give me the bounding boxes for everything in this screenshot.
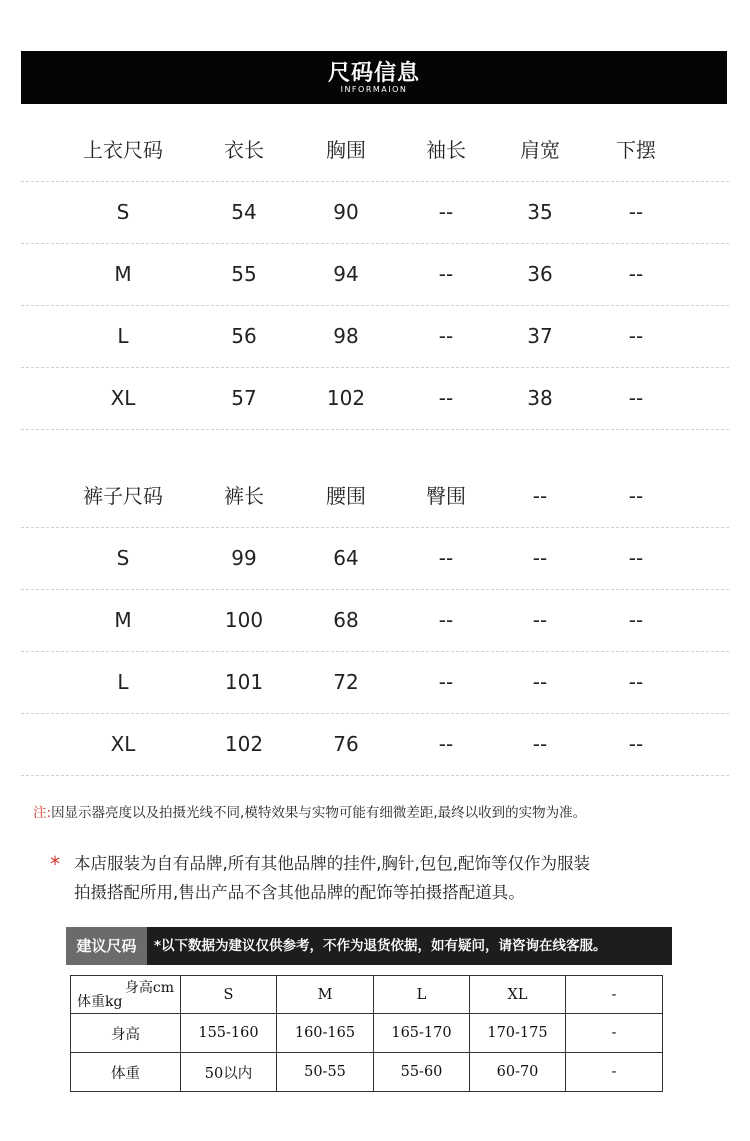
weight-unit-label: 体重kg xyxy=(77,994,123,1010)
table-cell: 102 xyxy=(326,386,366,410)
column-header: 胸围 xyxy=(326,138,366,162)
table-cell: L xyxy=(117,670,129,694)
size-header-cell: - xyxy=(566,976,663,1014)
table-cell: L xyxy=(117,324,129,348)
table-cell: 94 xyxy=(333,262,359,286)
table-cell: 100 xyxy=(224,608,264,632)
column-header: -- xyxy=(532,484,548,508)
note-lead: 注: xyxy=(33,805,52,821)
column-header: 衣长 xyxy=(224,138,264,162)
accessories-notice xyxy=(50,849,590,907)
table-cell: S xyxy=(116,546,130,570)
table-cell: - xyxy=(566,1053,663,1092)
table-cell: S xyxy=(116,200,130,224)
table-cell: -- xyxy=(532,732,548,756)
recommended-size-tab: 建议尺码 xyxy=(66,927,147,965)
table-cell: -- xyxy=(532,546,548,570)
table-cell: -- xyxy=(438,670,454,694)
table-cell: 99 xyxy=(231,546,257,570)
top-size-table xyxy=(21,120,729,430)
table-cell: -- xyxy=(628,546,644,570)
table-cell: - xyxy=(566,1014,663,1053)
table-cell: -- xyxy=(628,386,644,410)
column-header: 裤子尺码 xyxy=(83,484,163,508)
row-label-cell: 体重 xyxy=(71,1053,181,1092)
size-info-banner xyxy=(21,51,727,104)
column-header: 肩宽 xyxy=(520,138,560,162)
table-row xyxy=(71,1014,663,1053)
table-cell: 90 xyxy=(333,200,359,224)
size-header-cell: S xyxy=(181,976,277,1014)
table-cell: XL xyxy=(110,732,136,756)
table-header-row xyxy=(21,466,729,528)
table-row xyxy=(21,528,729,590)
table-cell: -- xyxy=(532,608,548,632)
size-header-cell: M xyxy=(277,976,374,1014)
column-header: -- xyxy=(628,484,644,508)
size-header-cell: L xyxy=(374,976,470,1014)
table-cell: -- xyxy=(438,608,454,632)
recommended-size-disclaimer: *以下数据为建议仅供参考，不作为退货依据，如有疑问，请咨询在线客服。 xyxy=(154,938,607,954)
asterisk-icon: * xyxy=(50,852,60,876)
column-header: 上衣尺码 xyxy=(83,138,163,162)
size-header-cell: XL xyxy=(470,976,566,1014)
table-row xyxy=(71,1053,663,1092)
table-cell: M xyxy=(114,608,132,632)
table-cell: 76 xyxy=(333,732,359,756)
table-cell: -- xyxy=(628,670,644,694)
table-cell: 50-55 xyxy=(277,1053,374,1092)
column-header: 臀围 xyxy=(426,484,466,508)
table-cell: 55-60 xyxy=(374,1053,470,1092)
table-row xyxy=(21,244,729,306)
table-cell: 56 xyxy=(231,324,257,348)
table-cell: 98 xyxy=(333,324,359,348)
table-cell: -- xyxy=(628,608,644,632)
recommended-size-header xyxy=(66,927,672,965)
table-cell: 35 xyxy=(527,200,553,224)
column-header: 下摆 xyxy=(616,138,656,162)
notice-line-2: 拍摄搭配所用,售出产品不含其他品牌的配饰等拍摄搭配道具。 xyxy=(74,883,525,902)
table-cell: 54 xyxy=(231,200,257,224)
table-cell: 165-170 xyxy=(374,1014,470,1053)
note-text: 因显示器亮度以及拍摄光线不同,模特效果与实物可能有细微差距,最终以收到的实物为准。 xyxy=(51,805,587,821)
recommended-size-table xyxy=(70,975,663,1092)
column-header: 腰围 xyxy=(326,484,366,508)
table-cell: -- xyxy=(628,324,644,348)
table-cell: -- xyxy=(628,262,644,286)
table-cell: -- xyxy=(628,732,644,756)
display-disclaimer xyxy=(33,801,586,821)
table-cell: -- xyxy=(438,732,454,756)
table-cell: -- xyxy=(438,324,454,348)
table-row xyxy=(21,590,729,652)
table-cell: 55 xyxy=(231,262,257,286)
table-cell: -- xyxy=(438,262,454,286)
table-row xyxy=(21,182,729,244)
table-cell: 50以内 xyxy=(181,1053,277,1092)
table-cell: 160-165 xyxy=(277,1014,374,1053)
table-cell: 38 xyxy=(527,386,553,410)
table-row xyxy=(21,652,729,714)
table-header-row xyxy=(21,120,729,182)
table-cell: -- xyxy=(628,200,644,224)
table-cell: 72 xyxy=(333,670,359,694)
table-cell: 170-175 xyxy=(470,1014,566,1053)
row-label-cell: 身高 xyxy=(71,1014,181,1053)
table-row xyxy=(21,306,729,368)
table-cell: -- xyxy=(438,546,454,570)
table-cell: XL xyxy=(110,386,136,410)
pants-size-table xyxy=(21,466,729,776)
banner-title: 尺码信息 xyxy=(327,61,420,86)
table-cell: -- xyxy=(438,200,454,224)
table-cell: -- xyxy=(438,386,454,410)
table-cell: M xyxy=(114,262,132,286)
table-row xyxy=(71,976,663,1014)
table-cell: -- xyxy=(532,670,548,694)
height-unit-label: 身高cm xyxy=(124,980,174,996)
table-cell: 36 xyxy=(527,262,553,286)
table-cell: 68 xyxy=(333,608,359,632)
corner-header-cell xyxy=(71,976,181,1014)
table-cell: 37 xyxy=(527,324,553,348)
table-cell: 155-160 xyxy=(181,1014,277,1053)
table-cell: 102 xyxy=(224,732,264,756)
banner-subtitle: INFORMAION xyxy=(340,85,408,94)
table-cell: 60-70 xyxy=(470,1053,566,1092)
column-header: 袖长 xyxy=(426,138,466,162)
notice-line-1: 本店服装为自有品牌,所有其他品牌的挂件,胸针,包包,配饰等仅作为服装 xyxy=(74,854,590,873)
column-header: 裤长 xyxy=(224,484,264,508)
table-cell: 64 xyxy=(333,546,359,570)
table-cell: 101 xyxy=(224,670,264,694)
table-cell: 57 xyxy=(231,386,257,410)
table-row xyxy=(21,368,729,430)
table-row xyxy=(21,714,729,776)
